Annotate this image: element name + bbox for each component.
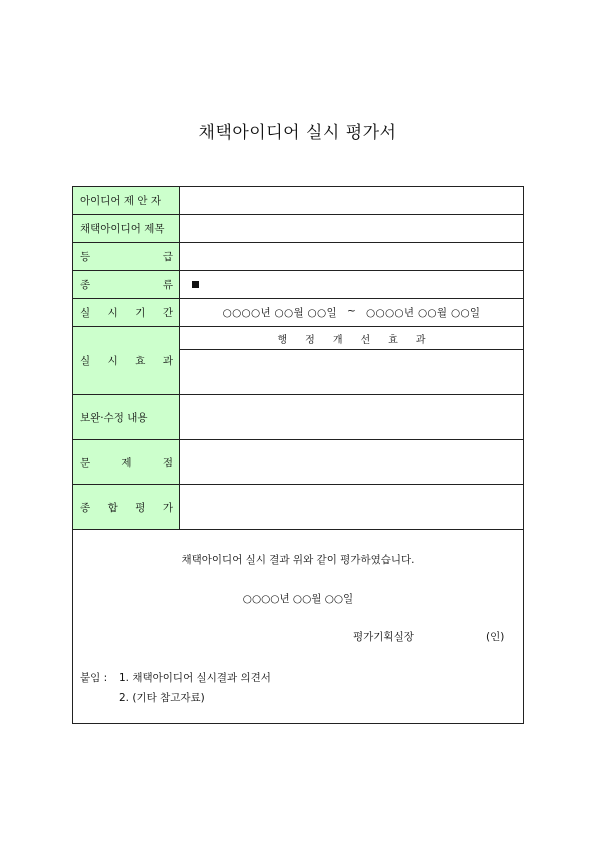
field-idea-title[interactable]: [180, 215, 523, 242]
footer-date: ○○○○년 ○○월 ○○일: [242, 593, 354, 605]
row-grade: [73, 243, 523, 271]
footer-statement: 채택아이디어 실시 결과 위와 같이 평가하였습니다.: [181, 554, 415, 566]
field-problem[interactable]: [180, 440, 523, 484]
field-effect[interactable]: [180, 349, 523, 394]
label-revision: 보완·수정 내용: [73, 395, 180, 439]
attachment-item: 1. 채택아이디어 실시결과 의견서: [119, 672, 271, 684]
effect-subheader: 행 정 개 선 효 과: [180, 327, 523, 350]
row-effect: [73, 327, 523, 395]
attachment-item: 2. (기타 참고자료): [119, 692, 205, 704]
footer-signer: 평가기획실장: [353, 631, 414, 643]
period-separator: ~: [346, 305, 357, 317]
label-overall: 종 합 평 가: [73, 485, 180, 529]
row-overall: [73, 485, 523, 530]
row-idea-title: [73, 215, 523, 243]
field-proposer[interactable]: [180, 187, 523, 214]
form-footer: [73, 530, 523, 723]
label-grade: 등 급: [73, 243, 180, 270]
field-period[interactable]: [180, 299, 523, 326]
field-grade[interactable]: [180, 243, 523, 270]
document-title: 채택아이디어 실시 평가서: [198, 123, 397, 143]
label-type: 종 류: [73, 271, 180, 298]
row-type: [73, 271, 523, 299]
row-revision: [73, 395, 523, 440]
period-end: ○○○○년 ○○월 ○○일: [366, 307, 481, 319]
label-problem: 문 제 점: [73, 440, 180, 484]
row-proposer: [73, 187, 523, 215]
evaluation-form: [72, 186, 524, 724]
label-period: 실 시 기 간: [73, 299, 180, 326]
field-type[interactable]: [180, 271, 523, 298]
attachments-label: 붙임 :: [80, 672, 108, 684]
type-marker: [192, 281, 199, 288]
label-proposer: 아이디어 제 안 자: [73, 187, 180, 214]
label-idea-title: 채택아이디어 제목: [73, 215, 180, 242]
field-overall[interactable]: [180, 485, 523, 529]
label-effect: 실 시 효 과: [73, 327, 180, 394]
field-revision[interactable]: [180, 395, 523, 439]
row-period: [73, 299, 523, 327]
footer-seal: (인): [486, 631, 505, 643]
row-problem: [73, 440, 523, 485]
period-start: ○○○○년 ○○월 ○○일: [222, 307, 337, 319]
